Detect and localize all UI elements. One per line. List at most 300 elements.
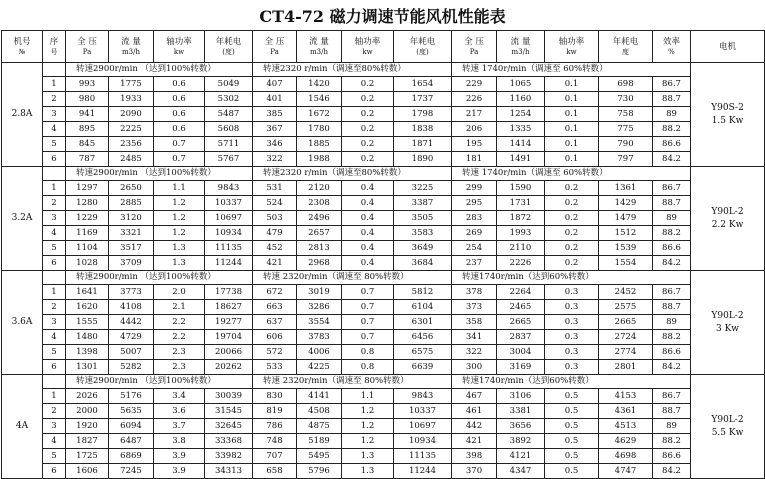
data-cell: 6456	[394, 330, 452, 345]
data-cell: 370	[452, 464, 497, 479]
data-cell: 0.3	[545, 360, 599, 375]
data-cell: 1933	[109, 92, 154, 107]
data-cell: 407	[253, 77, 297, 92]
table-row	[2, 345, 765, 360]
data-cell: 0.5	[545, 389, 599, 404]
data-cell: 7245	[109, 464, 154, 479]
data-cell: 237	[452, 256, 497, 271]
data-cell: 254	[452, 241, 497, 256]
data-cell: 3.7	[154, 419, 205, 434]
blank-cell	[43, 167, 66, 181]
model-cell: 4A	[2, 375, 43, 479]
data-cell: 1872	[497, 211, 545, 226]
data-cell: 0.3	[545, 315, 599, 330]
data-cell: 11135	[394, 449, 452, 464]
data-cell: 2465	[497, 300, 545, 315]
data-cell: 3225	[394, 181, 452, 196]
data-cell: 4729	[109, 330, 154, 345]
data-cell: 2.0	[154, 285, 205, 300]
table-row	[2, 241, 765, 256]
data-cell: 0.5	[545, 434, 599, 449]
data-cell: 88.7	[653, 196, 691, 211]
data-cell: 0.6	[154, 92, 205, 107]
data-cell: 3004	[497, 345, 545, 360]
data-cell: 6301	[394, 315, 452, 330]
data-cell: 0.2	[545, 226, 599, 241]
header-seq: 序 号	[43, 31, 66, 63]
table-row	[2, 196, 765, 211]
data-cell: 790	[599, 137, 653, 152]
table-row	[2, 434, 765, 449]
data-cell: 758	[599, 107, 653, 122]
data-cell: 398	[452, 449, 497, 464]
data-cell: 4347	[497, 464, 545, 479]
speed-label-60: 转速1740r/min（达到60%转数）	[452, 271, 691, 285]
speed-label-80: 转速2320 r/min（调速至80%转数）	[253, 63, 452, 77]
motor-model: Y90L-2	[711, 206, 744, 217]
data-cell: 2885	[109, 196, 154, 211]
data-cell: 195	[452, 137, 497, 152]
data-cell: 1229	[66, 211, 109, 226]
data-cell: 503	[253, 211, 297, 226]
data-cell: 1028	[66, 256, 109, 271]
data-cell: 1620	[66, 300, 109, 315]
data-cell: 1480	[66, 330, 109, 345]
data-cell: 0.4	[342, 211, 394, 226]
data-cell: 1254	[497, 107, 545, 122]
data-cell: 1.2	[342, 404, 394, 419]
data-cell: 20066	[205, 345, 253, 360]
data-cell: 698	[599, 77, 653, 92]
data-cell: 0.2	[545, 211, 599, 226]
data-cell: 980	[66, 92, 109, 107]
data-cell: 0.1	[545, 122, 599, 137]
data-cell: 4442	[109, 315, 154, 330]
data-cell: 385	[253, 107, 297, 122]
data-cell: 341	[452, 330, 497, 345]
data-cell: 3120	[109, 211, 154, 226]
data-cell: 941	[66, 107, 109, 122]
data-cell: 5767	[205, 152, 253, 167]
data-cell: 5796	[297, 464, 342, 479]
data-cell: 1.2	[154, 196, 205, 211]
data-cell: 89	[653, 419, 691, 434]
data-cell: 0.2	[342, 77, 394, 92]
data-cell: 1420	[297, 77, 342, 92]
row-number: 2	[43, 300, 66, 315]
data-cell: 5302	[205, 92, 253, 107]
data-cell: 0.4	[342, 226, 394, 241]
data-cell: 2575	[599, 300, 653, 315]
data-cell: 461	[452, 404, 497, 419]
data-cell: 658	[253, 464, 297, 479]
row-number: 6	[43, 464, 66, 479]
data-cell: 0.4	[342, 241, 394, 256]
data-cell: 89	[653, 107, 691, 122]
data-cell: 4747	[599, 464, 653, 479]
data-cell: 533	[253, 360, 297, 375]
data-cell: 1414	[497, 137, 545, 152]
data-cell: 2090	[109, 107, 154, 122]
data-cell: 3321	[109, 226, 154, 241]
data-cell: 3019	[297, 285, 342, 300]
data-cell: 84.2	[653, 464, 691, 479]
data-cell: 1871	[394, 137, 452, 152]
data-cell: 300	[452, 360, 497, 375]
data-cell: 0.8	[342, 345, 394, 360]
data-cell: 1335	[497, 122, 545, 137]
data-cell: 3.8	[154, 434, 205, 449]
data-cell: 4108	[109, 300, 154, 315]
motor-model: Y90L-2	[711, 310, 744, 321]
data-cell: 2724	[599, 330, 653, 345]
data-cell: 2120	[297, 181, 342, 196]
data-cell: 378	[452, 285, 497, 300]
data-cell: 1554	[599, 256, 653, 271]
row-number: 3	[43, 211, 66, 226]
model-cell: 3.6A	[2, 271, 43, 375]
data-cell: 32645	[205, 419, 253, 434]
data-cell: 2000	[66, 404, 109, 419]
data-cell: 2496	[297, 211, 342, 226]
data-cell: 0.6	[154, 122, 205, 137]
data-cell: 0.6	[154, 77, 205, 92]
data-cell: 1641	[66, 285, 109, 300]
row-number: 4	[43, 226, 66, 241]
data-cell: 5635	[109, 404, 154, 419]
data-cell: 3656	[497, 419, 545, 434]
data-cell: 226	[452, 92, 497, 107]
data-cell: 2.3	[154, 345, 205, 360]
data-cell: 88.2	[653, 226, 691, 241]
data-cell: 3.4	[154, 389, 205, 404]
data-cell: 181	[452, 152, 497, 167]
data-cell: 0.2	[342, 92, 394, 107]
data-cell: 3773	[109, 285, 154, 300]
data-cell: 5282	[109, 360, 154, 375]
data-cell: 1280	[66, 196, 109, 211]
data-cell: 88.7	[653, 404, 691, 419]
motor-power: 5.5 Kw	[711, 427, 744, 438]
data-cell: 2485	[109, 152, 154, 167]
table-row	[2, 77, 765, 92]
data-cell: 88.2	[653, 122, 691, 137]
data-cell: 33368	[205, 434, 253, 449]
data-cell: 2.3	[154, 360, 205, 375]
header-efficiency: 效率 %	[653, 31, 691, 63]
data-cell: 637	[253, 315, 297, 330]
data-cell: 322	[253, 152, 297, 167]
header-energy-2: 年耗电 (度)	[394, 31, 452, 63]
motor-cell	[691, 271, 765, 375]
data-cell: 0.3	[545, 345, 599, 360]
speed-label-100: 转速2900r/min （达到100%转数）	[66, 167, 253, 181]
table-row	[2, 419, 765, 434]
data-cell: 524	[253, 196, 297, 211]
row-number: 5	[43, 449, 66, 464]
row-number: 2	[43, 404, 66, 419]
data-cell: 9843	[205, 181, 253, 196]
table-row	[2, 404, 765, 419]
header-motor: 电机	[691, 31, 765, 63]
data-cell: 3505	[394, 211, 452, 226]
data-cell: 0.5	[545, 419, 599, 434]
data-cell: 217	[452, 107, 497, 122]
table-row	[2, 449, 765, 464]
data-cell: 84.2	[653, 152, 691, 167]
speed-label-80: 转速 2320r/min（调速至 80%转数）	[253, 271, 452, 285]
data-cell: 479	[253, 226, 297, 241]
table-row	[2, 211, 765, 226]
data-cell: 89	[653, 211, 691, 226]
speed-label-80: 转速 2320r/min（调速至 80%转数）	[253, 375, 452, 389]
data-cell: 452	[253, 241, 297, 256]
data-cell: 707	[253, 449, 297, 464]
data-cell: 346	[253, 137, 297, 152]
row-number: 3	[43, 107, 66, 122]
data-cell: 5189	[297, 434, 342, 449]
data-cell: 19704	[205, 330, 253, 345]
data-cell: 0.5	[545, 464, 599, 479]
header-row	[2, 31, 765, 63]
data-cell: 1429	[599, 196, 653, 211]
data-cell: 467	[452, 389, 497, 404]
data-cell: 1798	[394, 107, 452, 122]
data-cell: 0.3	[545, 285, 599, 300]
header-power-1: 轴功率 kw	[154, 31, 205, 63]
data-cell: 3.6	[154, 404, 205, 419]
data-cell: 1297	[66, 181, 109, 196]
data-cell: 775	[599, 122, 653, 137]
row-number: 5	[43, 241, 66, 256]
data-cell: 2026	[66, 389, 109, 404]
data-cell: 421	[452, 434, 497, 449]
table-row	[2, 285, 765, 300]
data-cell: 0.7	[154, 152, 205, 167]
header-pressure-1: 全 压 Pa	[66, 31, 109, 63]
motor-model: Y90S-2	[711, 102, 744, 113]
data-cell: 373	[452, 300, 497, 315]
data-cell: 1725	[66, 449, 109, 464]
header-flow-2: 流 量 m3/h	[297, 31, 342, 63]
speed-row	[2, 167, 765, 181]
data-cell: 0.6	[154, 107, 205, 122]
motor-model: Y90L-2	[711, 414, 744, 425]
data-cell: 6104	[394, 300, 452, 315]
data-cell: 3106	[497, 389, 545, 404]
data-cell: 206	[452, 122, 497, 137]
data-cell: 86.7	[653, 77, 691, 92]
data-cell: 3554	[297, 315, 342, 330]
speed-label-80: 转速2320 r/min（调速至80%转数）	[253, 167, 452, 181]
data-cell: 10934	[394, 434, 452, 449]
speed-label-60: 转速 1740r/min（调速至 60%转数）	[452, 167, 691, 181]
speed-row	[2, 63, 765, 77]
data-cell: 1301	[66, 360, 109, 375]
data-cell: 299	[452, 181, 497, 196]
data-cell: 2.2	[154, 330, 205, 345]
data-cell: 2226	[497, 256, 545, 271]
data-cell: 0.7	[342, 285, 394, 300]
data-cell: 0.3	[545, 330, 599, 345]
data-cell: 88.2	[653, 434, 691, 449]
data-cell: 11135	[205, 241, 253, 256]
table-row	[2, 92, 765, 107]
data-cell: 86.7	[653, 389, 691, 404]
data-cell: 0.7	[342, 300, 394, 315]
data-cell: 269	[452, 226, 497, 241]
data-cell: 86.7	[653, 181, 691, 196]
data-cell: 367	[253, 122, 297, 137]
data-cell: 4361	[599, 404, 653, 419]
data-cell: 993	[66, 77, 109, 92]
data-cell: 4698	[599, 449, 653, 464]
data-cell: 84.2	[653, 256, 691, 271]
data-cell: 1.2	[342, 419, 394, 434]
data-cell: 1775	[109, 77, 154, 92]
row-number: 4	[43, 330, 66, 345]
data-cell: 86.6	[653, 345, 691, 360]
data-cell: 0.4	[342, 196, 394, 211]
data-cell: 672	[253, 285, 297, 300]
data-cell: 358	[452, 315, 497, 330]
data-cell: 1654	[394, 77, 452, 92]
data-cell: 2.2	[154, 315, 205, 330]
data-cell: 4875	[297, 419, 342, 434]
header-pressure-2: 全 压 Pa	[253, 31, 297, 63]
data-cell: 1.1	[154, 181, 205, 196]
data-cell: 4153	[599, 389, 653, 404]
data-cell: 6487	[109, 434, 154, 449]
header-energy-1: 年耗电 (度)	[205, 31, 253, 63]
data-cell: 88.7	[653, 300, 691, 315]
header-model: 机号 №	[2, 31, 43, 63]
data-cell: 0.4	[342, 256, 394, 271]
speed-label-100: 转速2900r/min （达到100%转数）	[66, 271, 253, 285]
data-cell: 4513	[599, 419, 653, 434]
data-cell: 3684	[394, 256, 452, 271]
data-cell: 3.9	[154, 464, 205, 479]
blank-cell	[43, 63, 66, 77]
row-number: 1	[43, 77, 66, 92]
data-cell: 663	[253, 300, 297, 315]
model-cell: 3.2A	[2, 167, 43, 271]
data-cell: 1885	[297, 137, 342, 152]
data-cell: 20262	[205, 360, 253, 375]
header-pressure-3: 全 压 Pa	[452, 31, 497, 63]
data-cell: 1.3	[342, 449, 394, 464]
data-cell: 5007	[109, 345, 154, 360]
data-cell: 3583	[394, 226, 452, 241]
data-cell: 6869	[109, 449, 154, 464]
data-cell: 2968	[297, 256, 342, 271]
data-cell: 6639	[394, 360, 452, 375]
row-number: 6	[43, 256, 66, 271]
data-cell: 1606	[66, 464, 109, 479]
data-cell: 0.2	[342, 107, 394, 122]
data-cell: 4006	[297, 345, 342, 360]
data-cell: 0.3	[545, 300, 599, 315]
data-cell: 1988	[297, 152, 342, 167]
data-cell: 0.7	[342, 315, 394, 330]
data-cell: 84.2	[653, 360, 691, 375]
speed-label-100: 转速2900r/min （达到100%转数）	[66, 375, 253, 389]
data-cell: 2801	[599, 360, 653, 375]
data-cell: 2356	[109, 137, 154, 152]
table-row	[2, 122, 765, 137]
blank-cell	[43, 375, 66, 389]
data-cell: 3286	[297, 300, 342, 315]
data-cell: 572	[253, 345, 297, 360]
speed-label-60: 转速1740r/min（达到60%转数）	[452, 375, 691, 389]
data-cell: 3892	[497, 434, 545, 449]
data-cell: 0.5	[545, 449, 599, 464]
data-cell: 1555	[66, 315, 109, 330]
data-cell: 1.3	[342, 464, 394, 479]
table-row	[2, 256, 765, 271]
data-cell: 3517	[109, 241, 154, 256]
data-cell: 0.2	[342, 137, 394, 152]
data-cell: 283	[452, 211, 497, 226]
data-cell: 10697	[205, 211, 253, 226]
data-cell: 34313	[205, 464, 253, 479]
table-row	[2, 315, 765, 330]
data-cell: 845	[66, 137, 109, 152]
motor-cell	[691, 167, 765, 271]
data-cell: 3709	[109, 256, 154, 271]
data-cell: 0.7	[154, 137, 205, 152]
data-cell: 0.2	[545, 181, 599, 196]
header-power-3: 轴功率 kw	[545, 31, 599, 63]
data-cell: 11244	[205, 256, 253, 271]
data-cell: 3649	[394, 241, 452, 256]
row-number: 5	[43, 137, 66, 152]
data-cell: 786	[253, 419, 297, 434]
data-cell: 30039	[205, 389, 253, 404]
data-cell: 0.2	[342, 122, 394, 137]
data-cell: 4225	[297, 360, 342, 375]
data-cell: 830	[253, 389, 297, 404]
data-cell: 1169	[66, 226, 109, 241]
data-cell: 6094	[109, 419, 154, 434]
motor-cell	[691, 375, 765, 479]
data-cell: 787	[66, 152, 109, 167]
data-cell: 1780	[297, 122, 342, 137]
header-energy-3: 年耗电 度	[599, 31, 653, 63]
data-cell: 2657	[297, 226, 342, 241]
data-cell: 4629	[599, 434, 653, 449]
data-cell: 1737	[394, 92, 452, 107]
data-cell: 819	[253, 404, 297, 419]
table-row	[2, 464, 765, 479]
data-cell: 2308	[297, 196, 342, 211]
table-row	[2, 360, 765, 375]
data-cell: 11244	[394, 464, 452, 479]
row-number: 6	[43, 360, 66, 375]
data-cell: 10934	[205, 226, 253, 241]
data-cell: 322	[452, 345, 497, 360]
data-cell: 33982	[205, 449, 253, 464]
data-cell: 19277	[205, 315, 253, 330]
data-cell: 2665	[599, 315, 653, 330]
data-cell: 10337	[394, 404, 452, 419]
data-cell: 18627	[205, 300, 253, 315]
data-cell: 0.5	[545, 404, 599, 419]
speed-label-100: 转速2900r/min （达到100%转数）	[66, 63, 253, 77]
data-cell: 4121	[497, 449, 545, 464]
data-cell: 2774	[599, 345, 653, 360]
data-cell: 1.3	[154, 241, 205, 256]
